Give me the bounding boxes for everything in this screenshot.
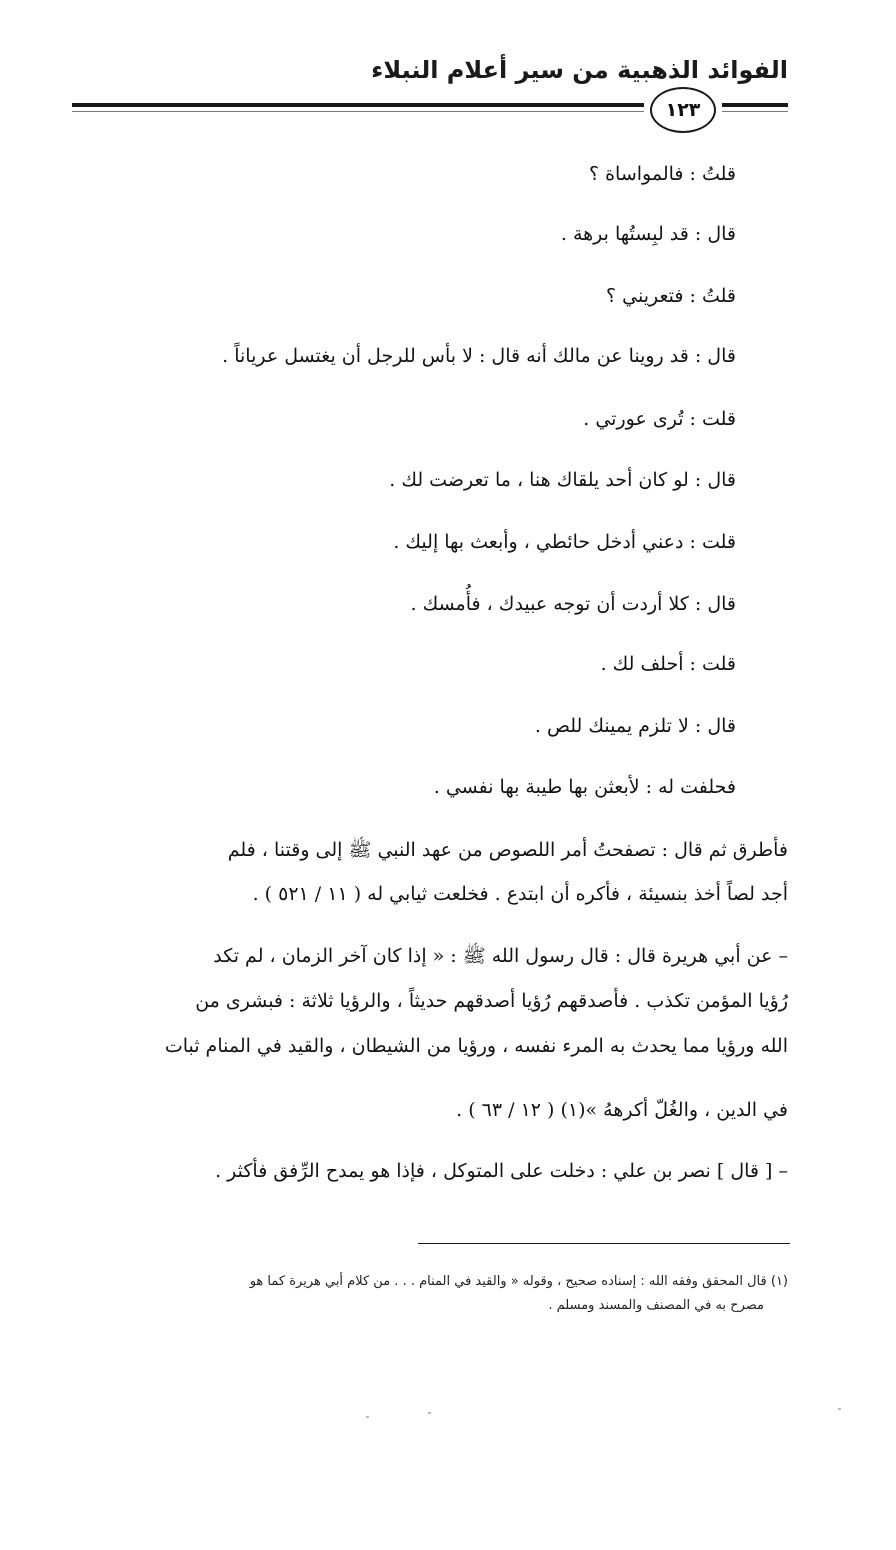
dialogue-line: قلت : دعني أدخل حائطي ، وأبعث بها إليك .	[393, 531, 736, 553]
hadith-line: الله ورؤيا مما يحدث به المرء نفسه ، ورؤيا من الشيطان ، والقيد في المنام ثبات	[164, 1035, 788, 1057]
running-title: الفوائد الذهبية من سير أعلام النبلاء	[371, 56, 788, 84]
scan-speck	[838, 1408, 841, 1410]
hadith-line: رُؤيا المؤمن تكذب . فأصدقهم رُؤيا أصدقهم حديثاً ، والرؤيا ثلاثة : فبشرى من	[195, 990, 788, 1012]
dialogue-line: قلتُ : فالمواساة ؟	[588, 163, 736, 185]
dialogue-line: فحلفت له : لأبعثن بها طيبة بها نفسي .	[433, 776, 736, 798]
paragraph-line: فأطرق ثم قال : تصفحتُ أمر اللصوص من عهد النبي ﷺ إلى وقتنا ، فلم	[227, 839, 788, 861]
dialogue-line: قلت : أحلف لك .	[600, 653, 736, 675]
dialogue-line: قال : لا تلزم يمينك للص .	[534, 715, 736, 737]
footnote-line: مصرح به في المصنف والمسند ومسلم .	[548, 1298, 764, 1313]
dialogue-line: قال : قد لبِستُها برهة .	[560, 223, 736, 245]
dialogue-line: قلتُ : فتعريني ؟	[606, 285, 736, 307]
hadith-line: – عن أبي هريرة قال : قال رسول الله ﷺ : « إذا كان آخر الزمان ، لم تكد	[213, 945, 788, 967]
header-rule-left-thin	[72, 111, 644, 112]
page-number: ١٢٣	[650, 87, 716, 133]
paragraph-line: أجد لصاً أخذ بنسيئة ، فأكره أن ابتدع . فخلعت ثيابي له ( ١١ / ٥٢١ ) .	[252, 883, 788, 905]
header-rule-right-thin	[722, 111, 788, 112]
footnote-line: (١) قال المحقق وفقه الله : إسناده صحيح ، وقوله « والقيد في المنام . . . من كلام أبي هريرة كما هو	[249, 1274, 788, 1289]
header-rule-left	[72, 103, 644, 107]
dialogue-line: قال : كلا أردت أن توجه عبيدك ، فأُمسك .	[410, 593, 736, 615]
footnote-rule	[418, 1243, 790, 1244]
dialogue-line: قلت : تُرى عورتي .	[583, 408, 736, 430]
scan-speck	[428, 1412, 431, 1414]
paragraph-line: – [ قال ] نصر بن علي : دخلت على المتوكل ، فإذا هو يمدح الرِّفق فأكثر .	[215, 1160, 788, 1182]
hadith-line: في الدين ، والغُلّ أكرههُ »(١) ( ١٢ / ٦٣ ) .	[456, 1099, 788, 1121]
scan-speck	[366, 1416, 369, 1418]
dialogue-line: قال : لو كان أحد يلقاك هنا ، ما تعرضت لك .	[389, 469, 736, 491]
header-rule-right	[722, 103, 788, 107]
dialogue-line: قال : قد روينا عن مالك أنه قال : لا بأس للرجل أن يغتسل عرياناً .	[222, 345, 736, 367]
